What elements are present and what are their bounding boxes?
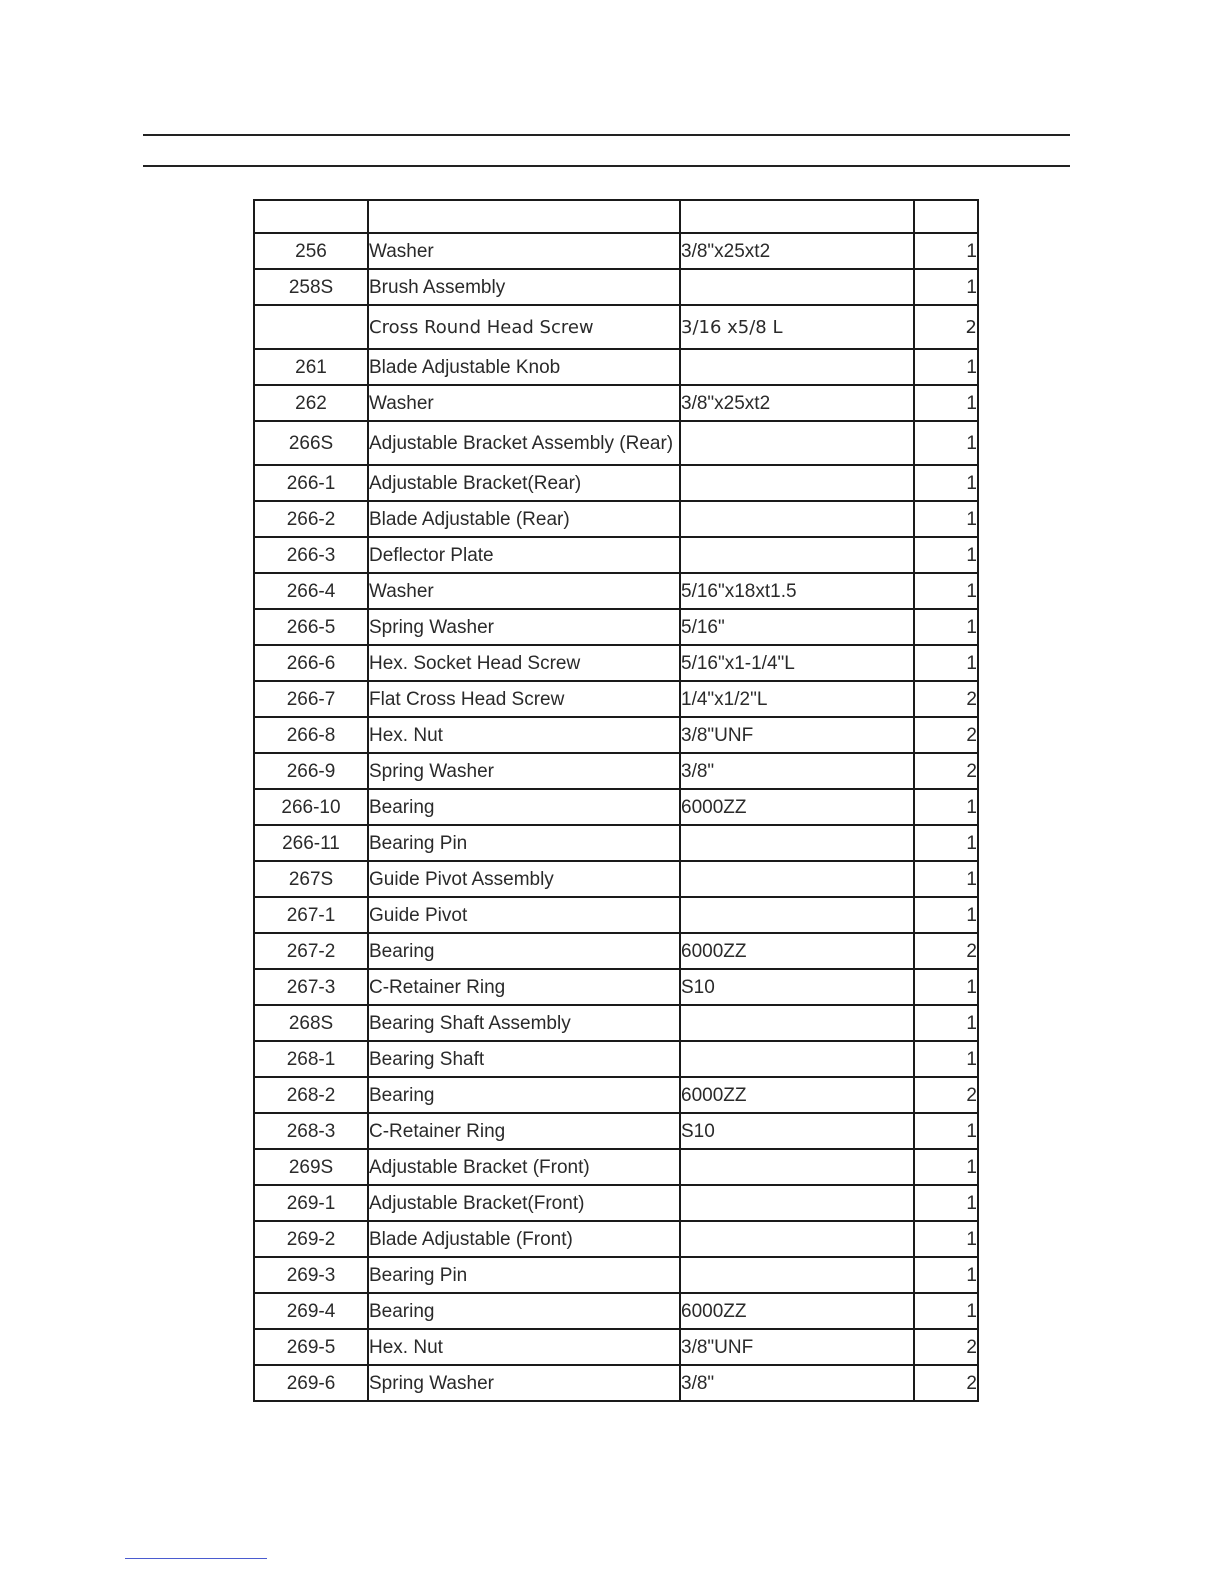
- cell-specification: [680, 421, 914, 465]
- table-row: [254, 1077, 978, 1113]
- cell-description: Brush Assembly: [368, 269, 680, 305]
- cell-quantity: 1: [914, 897, 978, 933]
- cell-quantity: 1: [914, 233, 978, 269]
- cell-specification: [680, 1149, 914, 1185]
- cell-description: Hex. Nut: [368, 1329, 680, 1365]
- cell-specification: [680, 1185, 914, 1221]
- cell-description: Bearing: [368, 933, 680, 969]
- cell-description: Guide Pivot: [368, 897, 680, 933]
- cell-specification: [680, 1221, 914, 1257]
- cell-part-number: 269-6: [254, 1365, 368, 1401]
- cell-quantity: 1: [914, 861, 978, 897]
- table-row: [254, 269, 978, 305]
- cell-quantity: 2: [914, 1077, 978, 1113]
- cell-quantity: 1: [914, 825, 978, 861]
- table-row: [254, 573, 978, 609]
- cell-description: Bearing Shaft: [368, 1041, 680, 1077]
- cell-part-number: 269-1: [254, 1185, 368, 1221]
- table-row: [254, 1257, 978, 1293]
- cell-description: Guide Pivot Assembly: [368, 861, 680, 897]
- table-row: [254, 501, 978, 537]
- cell-part-number: 267-2: [254, 933, 368, 969]
- table-row: [254, 537, 978, 573]
- table-row: [254, 1113, 978, 1149]
- cell-quantity: 1: [914, 573, 978, 609]
- cell-part-number: 268S: [254, 1005, 368, 1041]
- cell-part-number: 267-3: [254, 969, 368, 1005]
- cell-specification: 3/8": [680, 1365, 914, 1401]
- cell-part-number: 266-11: [254, 825, 368, 861]
- cell-part-number: 267S: [254, 861, 368, 897]
- cell-specification: 6000ZZ: [680, 933, 914, 969]
- cell-specification: 3/8": [680, 753, 914, 789]
- cell-specification: 6000ZZ: [680, 789, 914, 825]
- cell-quantity: 1: [914, 609, 978, 645]
- cell-specification: S10: [680, 1113, 914, 1149]
- cell-quantity: 2: [914, 305, 978, 349]
- cell-quantity: 1: [914, 269, 978, 305]
- cell-specification: 6000ZZ: [680, 1077, 914, 1113]
- cell-part-number: 266-8: [254, 717, 368, 753]
- cell-quantity: 1: [914, 1149, 978, 1185]
- cell-part-number: 266-9: [254, 753, 368, 789]
- table-row: [254, 1041, 978, 1077]
- cell-description: Bearing: [368, 1077, 680, 1113]
- table-row: [254, 609, 978, 645]
- cell-specification: 5/16"x18xt1.5: [680, 573, 914, 609]
- cell-description: Bearing Pin: [368, 1257, 680, 1293]
- cell-description: C-Retainer Ring: [368, 1113, 680, 1149]
- cell-description: Bearing Pin: [368, 825, 680, 861]
- cell-specification: [680, 269, 914, 305]
- cell-specification: 5/16"x1-1/4"L: [680, 645, 914, 681]
- cell-specification: S10: [680, 969, 914, 1005]
- cell-part-number: 269-5: [254, 1329, 368, 1365]
- table-row: [254, 1365, 978, 1401]
- cell-quantity: 1: [914, 385, 978, 421]
- cell-part-number: 262: [254, 385, 368, 421]
- cell-part-number: 266-5: [254, 609, 368, 645]
- cell-quantity: 1: [914, 1221, 978, 1257]
- cell-description: Blade Adjustable (Rear): [368, 501, 680, 537]
- table-row: [254, 969, 978, 1005]
- table-row: [254, 385, 978, 421]
- cell-part-number: [254, 305, 368, 349]
- cell-specification: [680, 1005, 914, 1041]
- cell-quantity: 1: [914, 1257, 978, 1293]
- cell-quantity: 1: [914, 537, 978, 573]
- cell-part-number: 266-4: [254, 573, 368, 609]
- cell-description: Washer: [368, 233, 680, 269]
- cell-part-number: 266-2: [254, 501, 368, 537]
- table-row: [254, 753, 978, 789]
- cell-description: Washer: [368, 385, 680, 421]
- cell-specification: 6000ZZ: [680, 1293, 914, 1329]
- table-header-row: [254, 200, 978, 233]
- cell-description: Deflector Plate: [368, 537, 680, 573]
- table-row: [254, 1293, 978, 1329]
- table-row: [254, 1185, 978, 1221]
- cell-part-number: 266S: [254, 421, 368, 465]
- cell-description: Adjustable Bracket(Front): [368, 1185, 680, 1221]
- cell-specification: [680, 537, 914, 573]
- table-row: [254, 1221, 978, 1257]
- cell-specification: [680, 861, 914, 897]
- cell-quantity: 2: [914, 681, 978, 717]
- cell-description: Adjustable Bracket(Rear): [368, 465, 680, 501]
- cell-description: Hex. Socket Head Screw: [368, 645, 680, 681]
- table-row: [254, 305, 978, 349]
- cell-description: Hex. Nut: [368, 717, 680, 753]
- cell-part-number: 261: [254, 349, 368, 385]
- cell-description: Adjustable Bracket (Front): [368, 1149, 680, 1185]
- cell-part-number: 268-3: [254, 1113, 368, 1149]
- table-row: [254, 1329, 978, 1365]
- cell-specification: 3/8"x25xt2: [680, 233, 914, 269]
- cell-quantity: 1: [914, 645, 978, 681]
- cell-specification: [680, 825, 914, 861]
- cell-specification: 3/8"x25xt2: [680, 385, 914, 421]
- header-part-no: [254, 200, 368, 233]
- cell-quantity: 2: [914, 753, 978, 789]
- table-row: [254, 421, 978, 465]
- cell-quantity: 1: [914, 789, 978, 825]
- cell-specification: [680, 1041, 914, 1077]
- header-rule-top: [143, 134, 1070, 136]
- cell-description: Cross Round Head Screw: [368, 305, 680, 349]
- cell-description: Spring Washer: [368, 1365, 680, 1401]
- cell-part-number: 269S: [254, 1149, 368, 1185]
- table-row: [254, 465, 978, 501]
- cell-specification: 3/8"UNF: [680, 717, 914, 753]
- cell-quantity: 2: [914, 1365, 978, 1401]
- table-row: [254, 861, 978, 897]
- cell-part-number: 256: [254, 233, 368, 269]
- cell-quantity: 1: [914, 1113, 978, 1149]
- header-description: [368, 200, 680, 233]
- cell-quantity: 2: [914, 933, 978, 969]
- cell-description: C-Retainer Ring: [368, 969, 680, 1005]
- cell-quantity: 1: [914, 501, 978, 537]
- table-row: [254, 933, 978, 969]
- cell-part-number: 258S: [254, 269, 368, 305]
- cell-specification: [680, 349, 914, 385]
- cell-part-number: 268-2: [254, 1077, 368, 1113]
- cell-description: Bearing: [368, 1293, 680, 1329]
- table-row: [254, 681, 978, 717]
- cell-description: Bearing: [368, 789, 680, 825]
- cell-quantity: 1: [914, 969, 978, 1005]
- cell-specification: [680, 501, 914, 537]
- cell-specification: 5/16": [680, 609, 914, 645]
- cell-quantity: 1: [914, 349, 978, 385]
- cell-description: Blade Adjustable Knob: [368, 349, 680, 385]
- cell-specification: [680, 1257, 914, 1293]
- header-specification: [680, 200, 914, 233]
- table-row: [254, 717, 978, 753]
- table-row: [254, 1005, 978, 1041]
- table-row: [254, 233, 978, 269]
- cell-part-number: 269-3: [254, 1257, 368, 1293]
- cell-part-number: 266-1: [254, 465, 368, 501]
- header-rule-bottom: [143, 165, 1070, 167]
- table-row: [254, 825, 978, 861]
- cell-part-number: 266-6: [254, 645, 368, 681]
- table-row: [254, 1149, 978, 1185]
- table-row: [254, 789, 978, 825]
- cell-description: Spring Washer: [368, 609, 680, 645]
- cell-part-number: 266-7: [254, 681, 368, 717]
- cell-description: Blade Adjustable (Front): [368, 1221, 680, 1257]
- cell-part-number: 266-3: [254, 537, 368, 573]
- cell-specification: [680, 897, 914, 933]
- cell-description: Flat Cross Head Screw: [368, 681, 680, 717]
- header-quantity: [914, 200, 978, 233]
- cell-part-number: 269-2: [254, 1221, 368, 1257]
- cell-specification: 3/16 x5/8 L: [680, 305, 914, 349]
- table-row: [254, 349, 978, 385]
- cell-part-number: 269-4: [254, 1293, 368, 1329]
- cell-quantity: 1: [914, 1041, 978, 1077]
- cell-description: Spring Washer: [368, 753, 680, 789]
- cell-quantity: 2: [914, 717, 978, 753]
- cell-quantity: 1: [914, 1185, 978, 1221]
- cell-description: Bearing Shaft Assembly: [368, 1005, 680, 1041]
- footer-link-line: [125, 1558, 267, 1559]
- table-row: [254, 897, 978, 933]
- cell-description: Washer: [368, 573, 680, 609]
- cell-specification: [680, 465, 914, 501]
- parts-list-table: [253, 199, 979, 1402]
- cell-specification: 3/8"UNF: [680, 1329, 914, 1365]
- cell-specification: 1/4"x1/2"L: [680, 681, 914, 717]
- cell-description: Adjustable Bracket Assembly (Rear): [368, 421, 680, 465]
- cell-quantity: 1: [914, 465, 978, 501]
- cell-quantity: 1: [914, 1293, 978, 1329]
- cell-quantity: 1: [914, 421, 978, 465]
- cell-part-number: 268-1: [254, 1041, 368, 1077]
- cell-quantity: 2: [914, 1329, 978, 1365]
- table-row: [254, 645, 978, 681]
- cell-part-number: 266-10: [254, 789, 368, 825]
- cell-part-number: 267-1: [254, 897, 368, 933]
- cell-quantity: 1: [914, 1005, 978, 1041]
